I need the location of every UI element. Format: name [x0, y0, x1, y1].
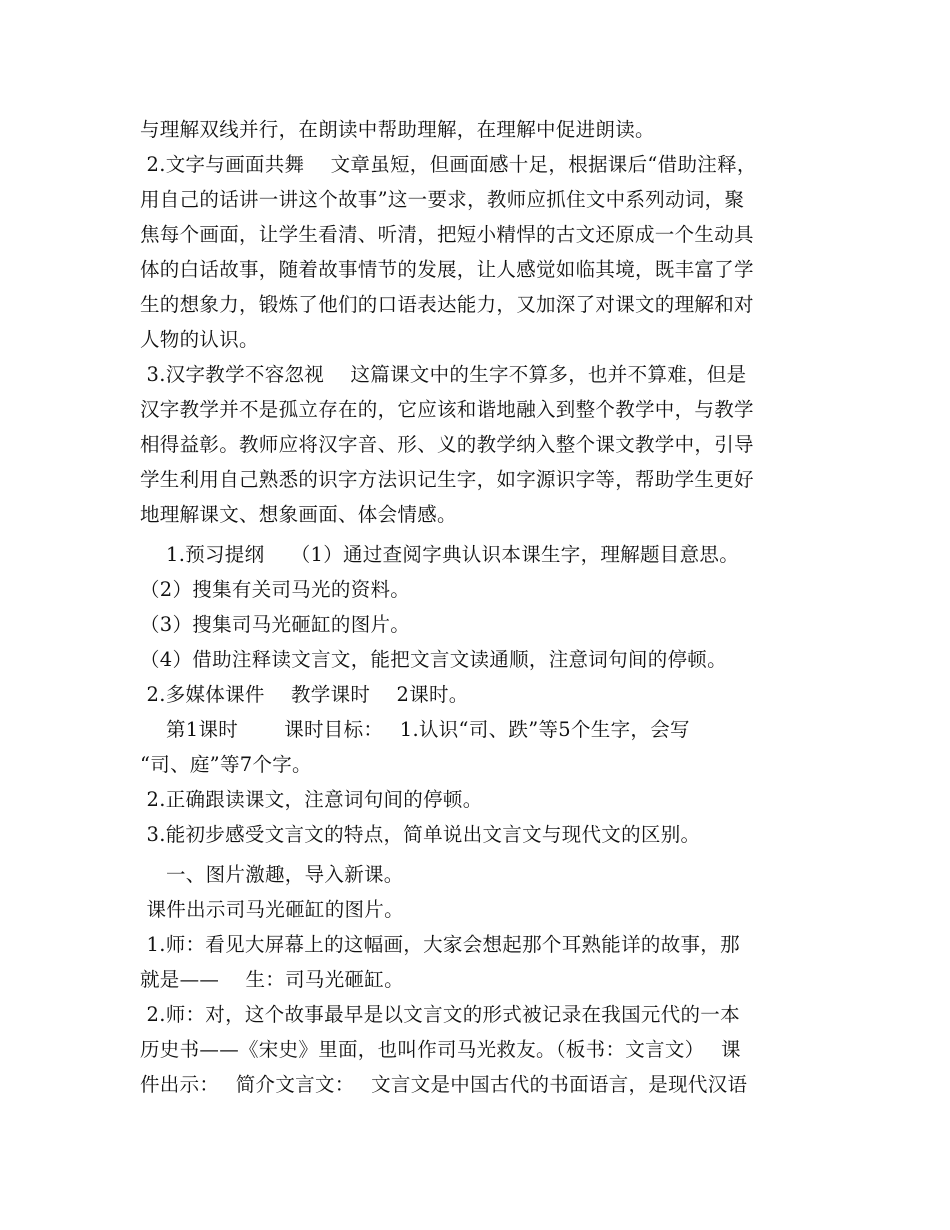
text-line: 相得益彰。教师应将汉字音、形、义的教学纳入整个课文教学中，引导 [140, 433, 754, 456]
text-line: 2.师：对，这个故事最早是以文言文的形式被记录在我国元代的一本 [140, 1003, 740, 1026]
text-line: （2）搜集有关司马光的资料。 [140, 578, 411, 601]
text-line: 汉字教学并不是孤立存在的，它应该和谐地融入到整个教学中，与教学 [140, 398, 754, 421]
text-line: 人物的认识。 [140, 328, 259, 351]
text-line: 2.文字与画面共舞 文章虽短，但画面感十足，根据课后“借助注释， [140, 153, 757, 176]
text-line: 一、图片激趣，导入新课。 [140, 863, 404, 886]
text-line: 件出示： 简介文言文： 文言文是中国古代的书面语言，是现代汉语 [140, 1073, 748, 1096]
text-line: 1.师：看见大屏幕上的这幅画，大家会想起那个耳熟能详的故事，那 [140, 933, 740, 956]
text-line: 地理解课文、想象画面、体会情感。 [140, 503, 457, 526]
text-line: （3）搜集司马光砸缸的图片。 [140, 613, 411, 636]
text-line: 就是—— 生：司马光砸缸。 [140, 968, 404, 991]
text-line: 用自己的话讲一讲这个故事”这一要求，教师应抓住文中系列动词，聚 [140, 188, 745, 211]
text-line: 3.能初步感受文言文的特点，简单说出文言文与现代文的区别。 [140, 823, 701, 846]
text-line: 焦每个画面，让学生看清、听清，把短小精悍的古文还原成一个生动具 [140, 223, 754, 246]
text-line: 历史书——《宋史》里面，也叫作司马光救友。（板书：文言文） 课 [140, 1038, 741, 1061]
text-line: 第1课时 课时目标： 1.认识“司、跌”等5个生字，会写 [140, 718, 690, 741]
text-line: “司、庭”等7个字。 [140, 753, 312, 776]
text-line: 学生利用自己熟悉的识字方法识记生字，如字源识字等，帮助学生更好 [140, 468, 754, 491]
text-line: 体的白话故事，随着故事情节的发展，让人感觉如临其境，既丰富了学 [140, 258, 754, 281]
text-line: 3.汉字教学不容忽视 这篇课文中的生字不算多，也并不算难，但是 [140, 363, 747, 386]
text-line: 生的想象力，锻炼了他们的口语表达能力，又加深了对课文的理解和对 [140, 293, 754, 316]
text-line: 与理解双线并行，在朗读中帮助理解，在理解中促进朗读。 [140, 118, 655, 141]
text-line: 课件出示司马光砸缸的图片。 [140, 898, 404, 921]
text-line: 1.预习提纲 （1）通过查阅字典认识本课生字，理解题目意思。 [140, 543, 740, 566]
text-line: （4）借助注释读文言文，能把文言文读通顺，注意词句间的停顿。 [140, 648, 727, 671]
text-line: 2.正确跟读课文，注意词句间的停顿。 [140, 788, 483, 811]
text-line: 2.多媒体课件 教学课时 2课时。 [140, 683, 469, 706]
